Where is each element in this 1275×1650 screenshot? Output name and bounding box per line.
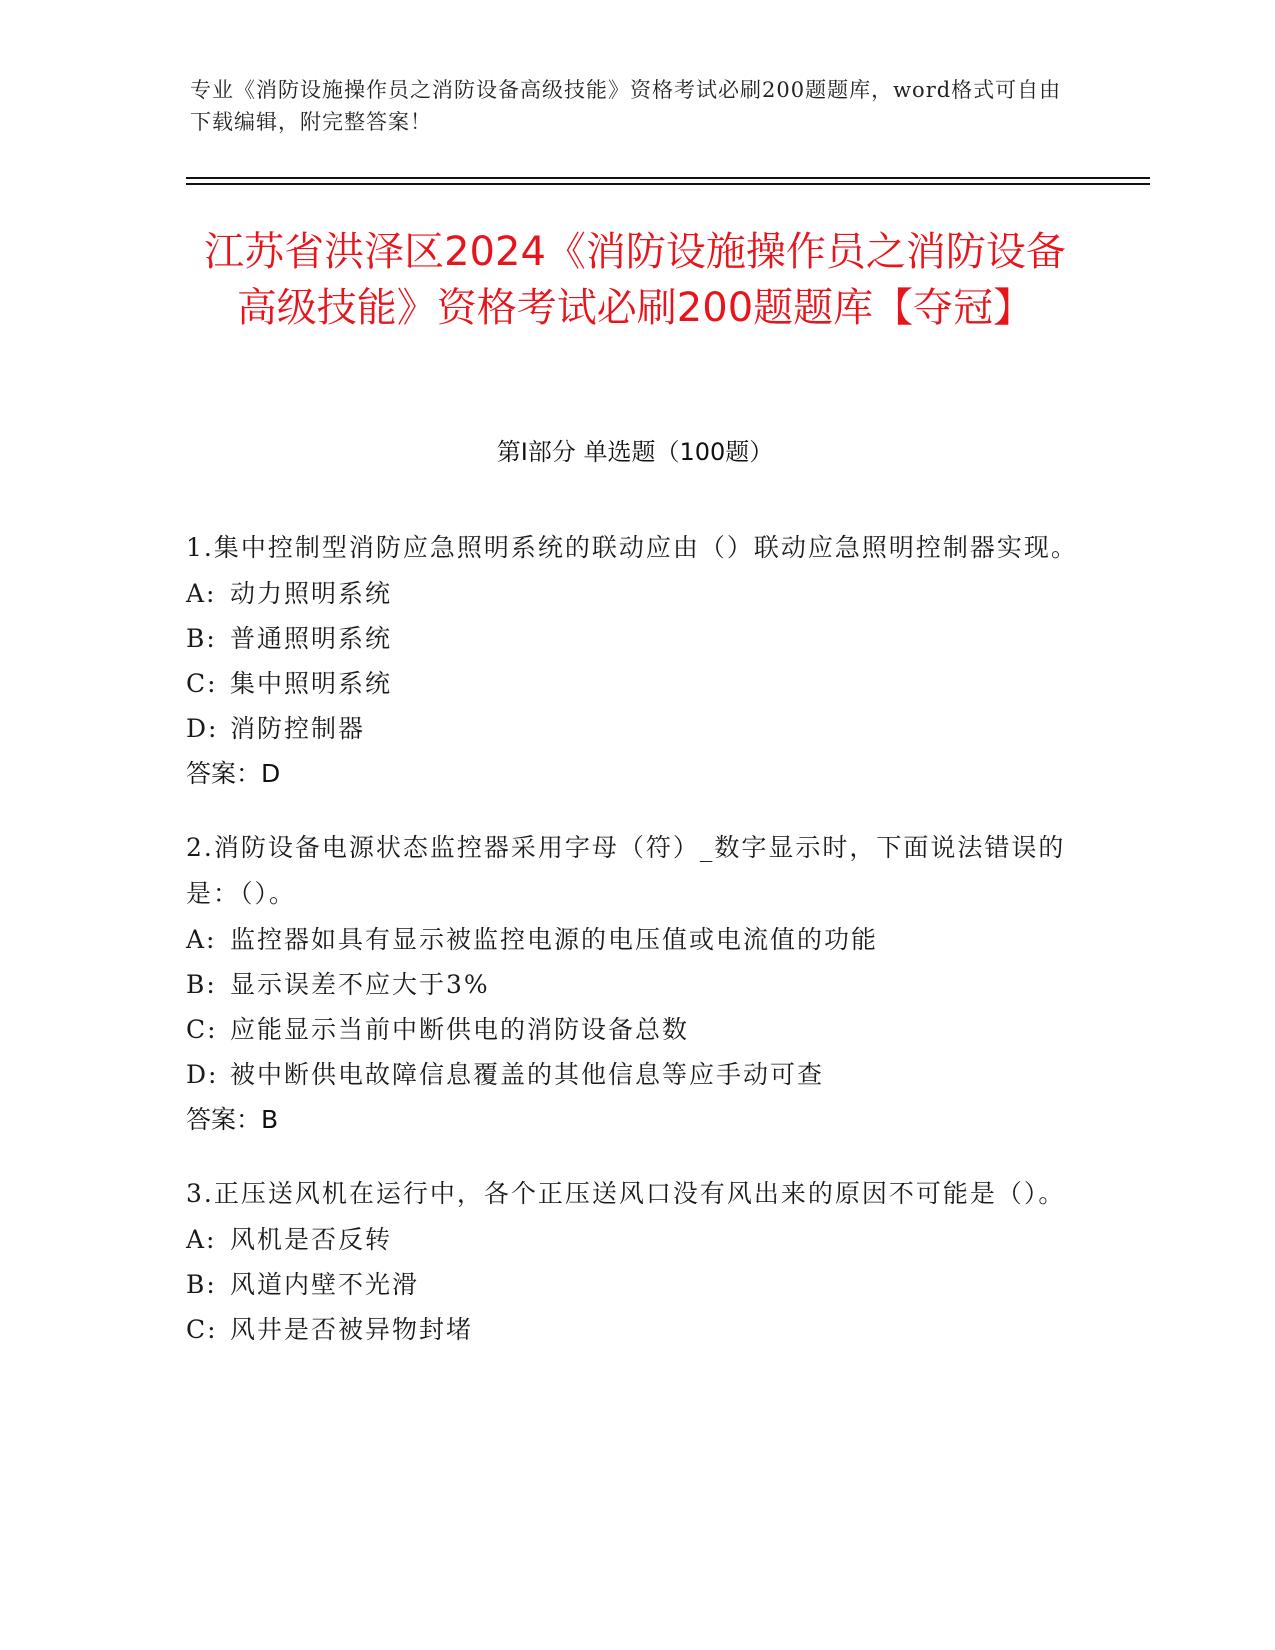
option-letter: A: — [186, 925, 217, 954]
option-text: 风井是否被异物封堵 — [230, 1315, 474, 1344]
option-text: 显示误差不应大于3% — [230, 970, 490, 999]
option-a — [186, 571, 1086, 616]
option-text: 普通照明系统 — [230, 624, 393, 653]
answer-line: 答案：D — [186, 759, 281, 788]
option-letter: D: — [186, 714, 219, 743]
option-text: 动力照明系统 — [230, 579, 393, 608]
option-text: 集中照明系统 — [230, 669, 393, 698]
option-d — [186, 1052, 1086, 1097]
option-text: 风道内壁不光滑 — [230, 1270, 420, 1299]
question-stem: 3.正压送风机在运行中，各个正压送风口没有风出来的原因不可能是（）。 — [186, 1179, 1066, 1208]
option-d — [186, 706, 1086, 751]
option-text: 应能显示当前中断供电的消防设备总数 — [230, 1015, 690, 1044]
section-title: 第I部分 单选题（100题） — [496, 438, 774, 466]
option-text: 消防控制器 — [230, 714, 366, 743]
question-stem: 2.消防设备电源状态监控器采用字母（符）_数字显示时，下面说法错误的是：（）。 — [186, 833, 1066, 908]
question-item — [186, 825, 1086, 1143]
option-a — [186, 917, 1086, 962]
option-b — [186, 616, 1086, 661]
option-letter: C: — [186, 1315, 218, 1344]
option-b — [186, 962, 1086, 1007]
header-divider-top — [186, 177, 1150, 179]
option-a — [186, 1217, 1086, 1262]
question-item — [186, 1171, 1086, 1352]
option-letter: C: — [186, 1015, 218, 1044]
option-letter: B: — [186, 970, 217, 999]
option-c — [186, 1307, 1086, 1352]
option-c — [186, 1007, 1086, 1052]
question-stem: 1.集中控制型消防应急照明系统的联动应由（）联动应急照明控制器实现。 — [186, 533, 1078, 562]
option-b — [186, 1262, 1086, 1307]
option-letter: A: — [186, 579, 217, 608]
question-item — [186, 525, 1086, 797]
option-c — [186, 661, 1086, 706]
question-list — [186, 525, 1086, 1380]
option-letter: D: — [186, 1060, 219, 1089]
option-text: 监控器如具有显示被监控电源的电压值或电流值的功能 — [230, 925, 879, 954]
option-letter: C: — [186, 669, 218, 698]
option-text: 风机是否反转 — [230, 1225, 393, 1254]
header-divider-bottom — [186, 183, 1150, 185]
option-letter: B: — [186, 1270, 217, 1299]
option-letter: B: — [186, 624, 217, 653]
option-text: 被中断供电故障信息覆盖的其他信息等应手动可查 — [230, 1060, 825, 1089]
option-letter: A: — [186, 1225, 217, 1254]
header-note: 专业《消防设施操作员之消防设备高级技能》资格考试必刷200题题库，word格式可自由下载编辑，附完整答案！ — [190, 78, 1062, 134]
document-title: 江苏省洪泽区2024《消防设施操作员之消防设备高级技能》资格考试必刷200题题库【夺冠】 — [204, 229, 1066, 331]
answer-line: 答案：B — [186, 1105, 279, 1134]
